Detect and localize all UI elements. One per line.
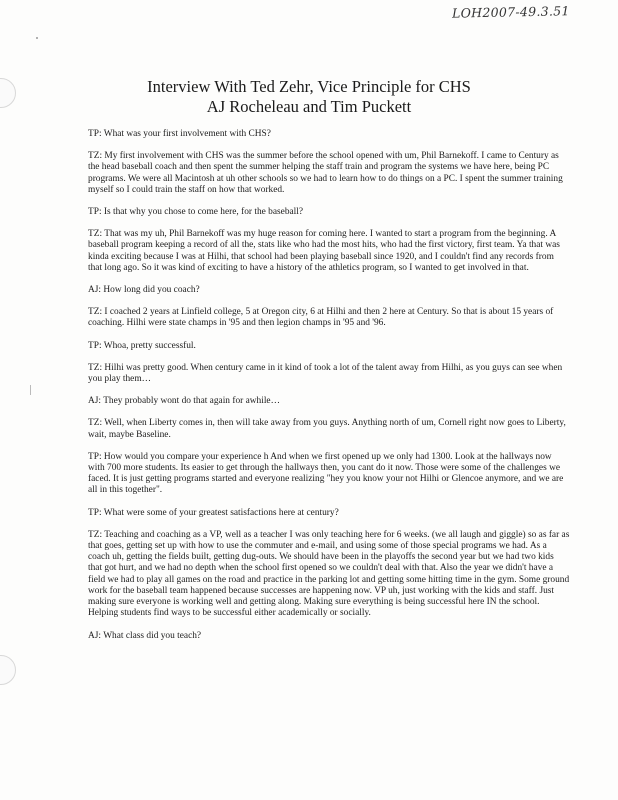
scan-mark (30, 385, 31, 395)
transcript-paragraph: TP: What was your first involvement with CHS? (88, 129, 271, 139)
transcript-paragraph: TP: Is that why you chose to come here, for the baseball? (88, 207, 304, 218)
transcript-paragraph: TZ: My first involvement with CHS was the summer before the school opened with um, Phil Barnekoff. I came to Century as the head baseball coach and then spent the summer helping the staff train and program the systems we have here, being PC programs. We were all Macintosh at uh other schools so we had to learn how to do things on a PC. I spent the summer training myself so I could train the staff on how that worked. (88, 151, 563, 195)
hole-punch-mark (0, 655, 16, 685)
accession-number: LOH2007-49.3.51 (451, 3, 570, 21)
transcript-paragraph: AJ: What class did you teach? (88, 630, 202, 641)
transcript-paragraph: AJ: How long did you coach? (88, 285, 200, 296)
transcript-paragraph: TZ: Hilhi was pretty good. When century came in it kind of took a lot of the talent away from Hilhi, as you guys can see when you play them… (88, 362, 563, 385)
scan-speck (36, 37, 38, 39)
document-subtitle: AJ Rocheleau and Tim Puckett (206, 97, 412, 116)
transcript-paragraph: TZ: Well, when Liberty comes in, then will take away from you guys. Anything north of um, Cornell right now goes to Liberty, wait, maybe Baseline. (88, 418, 566, 440)
transcript-paragraph: TP: What were some of your greatest satisfactions here at century? (88, 507, 339, 518)
transcript-paragraph: TP: Whoa, pretty successful. (88, 340, 196, 351)
transcript-paragraph: TZ: Teaching and coaching as a VP, well as a teacher I was only teaching here for 6 weeks. (we all laugh and giggle) so as far as that goes, getting set up with how to use the commuter and e-mail, and using some of those special programs we had. As a coach uh, getting the fields built, getting dug-outs. We should have been in the playoffs the second year but we had two kids that got hurt, and we had no depth when the school first opened so we couldn't deal with that. Also the year we didn't have a field we had to play all games on the road and practice in the parking lot and getting some hitting time in the gym. Some ground work for the baseball team happened because successes are happening now. VP uh, just working with the kids and staff. Just making sure everyone is working well and getting along. Making sure everything is being successful here IN the school. Helping students find ways to be successful either academically or socially. (88, 529, 570, 619)
document-title: Interview With Ted Zehr, Vice Principle for CHS (147, 77, 471, 96)
transcript-paragraph: TP: How would you compare your experience h And when we first opened up we only had 1300. Look at the hallways now with 700 more students. Its easier to get through the hallways then, you cant do it now. Those were some of the challenges we faced. It is just getting programs started and everyone realizing "hey you know your not Hilhi or Glencoe anymore, and we are all in this together". (88, 451, 564, 496)
transcript-body (88, 129, 570, 653)
transcript-paragraph: AJ: They probably wont do that again for awhile… (88, 396, 280, 407)
transcript-paragraph: TZ: That was my uh, Phil Barnekoff was my huge reason for coming here. I wanted to start a program from the beginning. A baseball program keeping a record of all the, stats like who had the most hits, who had the first victory, first team. Ya that was kinda exciting because I was at Hilhi, that school had been playing baseball since 1920, and I couldn't find any records from that long ago. So it was kind of exciting to have a history of the athletics program, so I wanted to get involved in that. (88, 229, 560, 273)
transcript-paragraph: TZ: I coached 2 years at Linfield college, 5 at Oregon city, 6 at Hilhi and then 2 here at Century. So that is about 15 years of coaching. Hilhi were state champs in '95 and then legion champs in '95 and '96. (88, 307, 554, 329)
